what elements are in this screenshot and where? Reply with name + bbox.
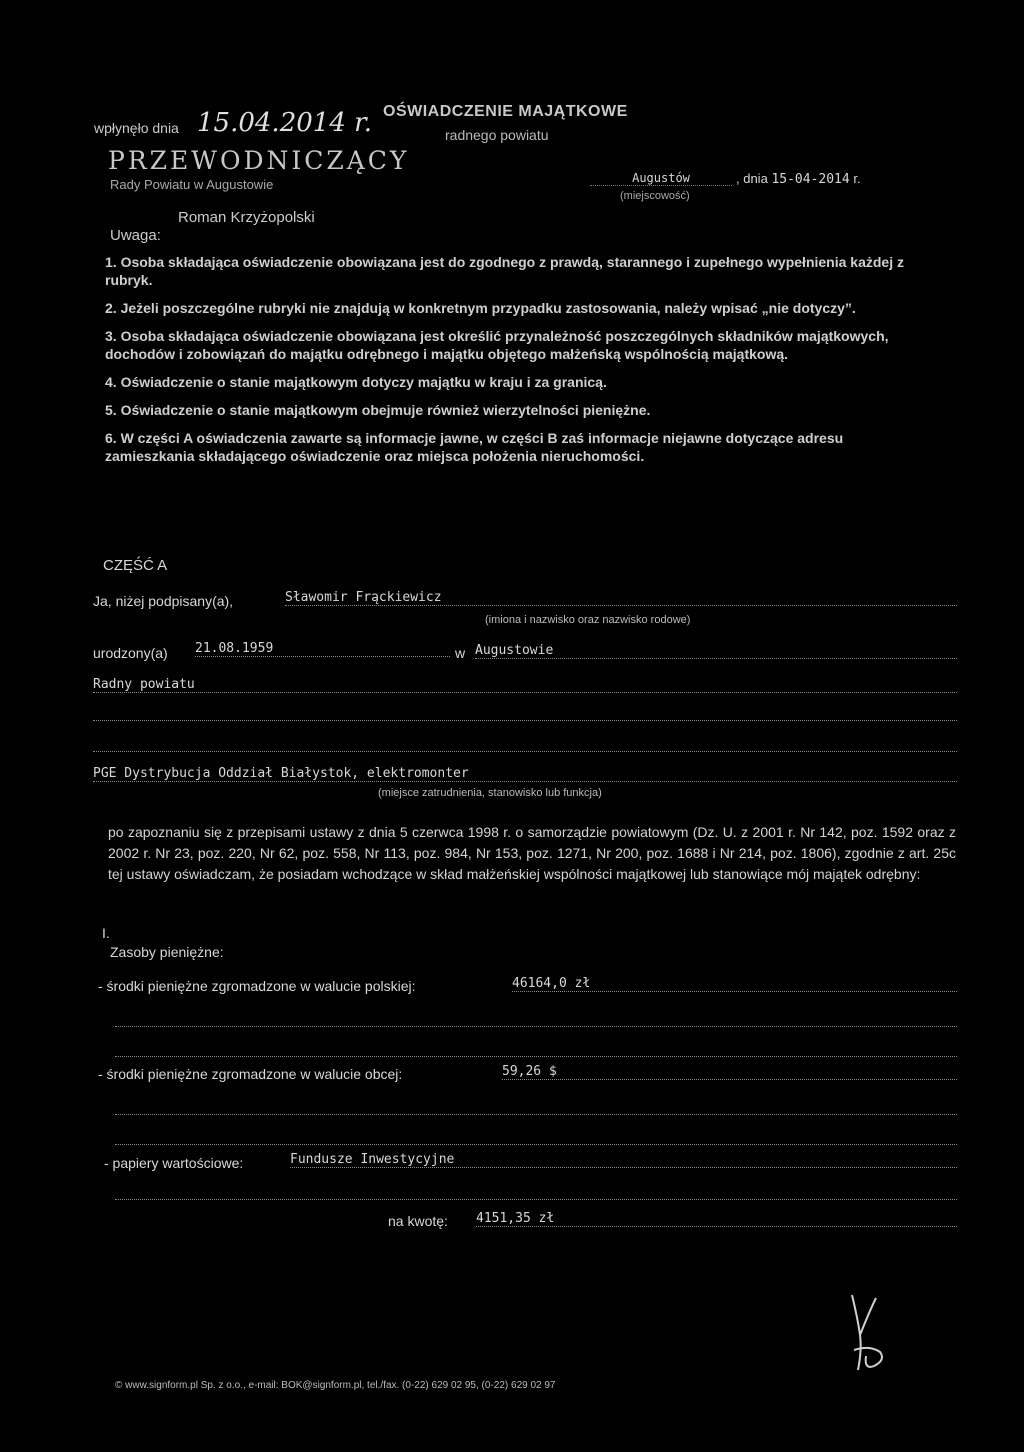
securities-label: - papiery wartościowe: — [104, 1155, 244, 1171]
employment-field: PGE Dystrybucja Oddział Białystok, elektromonter — [93, 766, 957, 782]
date-field — [736, 171, 861, 187]
received-label: wpłynęło dnia — [94, 120, 179, 136]
rule-item: 3. Osoba składająca oświadczenie obowiązana jest określić przynależność poszczególnych składników majątkowych, dochodów i zobowiązań do majątku odrębnego i majątku objętego małżeńską wspólnością majątkową. — [105, 328, 889, 362]
instructions-list — [105, 253, 935, 475]
rule-item: 5. Oświadczenie o stanie majątkowym obejmuje również wierzytelności pieniężne. — [105, 402, 651, 418]
stamp-title: PRZEWODNICZĄCY — [108, 146, 410, 175]
foreign-value: 59,26 $ — [502, 1064, 957, 1080]
stamp-name: Roman Krzyżopolski — [178, 209, 315, 226]
declaration-text: po zapoznaniu się z przepisami ustawy z dnia 5 czerwca 1998 r. o samorządzie powiatowym (Dz. U. z 2001 r. Nr 142, poz. 1592 oraz z 2002 r. Nr 23, poz. 220, Nr 62, poz. 558, Nr 113, poz. 984, Nr 153, poz. 1271, Nr 200, poz. 1688 i Nr 214, poz. 1806), zgodnie z art. 25c tej ustawy oświadczam, że posiadam wchodzące w skład małżeńskiej wspólności majątkowej lub stanowiące mój majątek odrębny: — [108, 824, 956, 882]
born-place-field: Augustowie — [475, 643, 957, 659]
born-label: urodzony(a) — [93, 645, 168, 661]
blank-line — [115, 1040, 957, 1057]
part-a-heading: CZĘŚĆ A — [103, 557, 168, 574]
blank-line — [115, 1183, 957, 1200]
amount-value: 4151,35 zł — [476, 1211, 957, 1227]
securities-value: Fundusze Inwestycyjne — [290, 1152, 957, 1168]
rule-item: 1. Osoba składająca oświadczenie obowiązana jest do zgodnego z prawdą, starannego i zupełnego wypełnienia każdej z rubryk. — [105, 254, 904, 288]
pln-value: 46164,0 zł — [512, 976, 957, 992]
section-heading: Zasoby pieniężne: — [110, 944, 224, 960]
document-title: OŚWIADCZENIE MAJĄTKOWE — [383, 103, 628, 120]
born-in-label: w — [455, 645, 466, 661]
rule-item: 2. Jeżeli poszczególne rubryki nie znajdują w konkretnym przypadku zastosowania, należy wpisać „nie dotyczy”. — [105, 300, 856, 316]
blank-line — [93, 735, 957, 752]
place-caption: (miejscowość) — [620, 190, 690, 202]
date-value: 15-04-2014 — [771, 172, 850, 187]
date-suffix: r. — [853, 171, 861, 186]
foreign-label: - środki pieniężne zgromadzone w walucie obcej: — [98, 1066, 403, 1082]
position-field: Radny powiatu — [93, 677, 957, 693]
blank-line — [115, 1010, 957, 1027]
stamp-council: Rady Powiatu w Augustowie — [110, 177, 274, 192]
employment-caption: (miejsce zatrudnienia, stanowisko lub funkcja) — [378, 787, 602, 799]
amount-label: na kwotę: — [388, 1213, 448, 1229]
name-caption: (imiona i nazwisko oraz nazwisko rodowe) — [485, 614, 691, 626]
pln-label: - środki pieniężne zgromadzone w walucie polskiej: — [98, 978, 416, 994]
signature-mark — [840, 1290, 910, 1380]
name-field: Sławomir Frąckiewicz — [285, 590, 957, 606]
footer-copyright: © www.signform.pl Sp. z o.o., e-mail: BOK@signform.pl, tel./fax. (0-22) 629 02 95, (0-22) 629 02 97 — [115, 1380, 556, 1391]
document-subtitle: radnego powiatu — [445, 127, 549, 143]
blank-line — [115, 1098, 957, 1115]
section-numeral: I. — [102, 925, 110, 941]
rule-item: 6. W części A oświadczenia zawarte są informacje jawne, w części B zaś informacje niejawne dotyczące adresu zamieszkania składającego oświadczenie oraz miejsca położenia nieruchomości. — [105, 430, 844, 464]
blank-line — [93, 704, 957, 721]
blank-line — [115, 1128, 957, 1145]
date-label: , dnia — [736, 171, 768, 186]
signed-label: Ja, niżej podpisany(a), — [93, 593, 234, 609]
notice-label: Uwaga: — [110, 227, 161, 244]
place-field: Augustów — [590, 171, 732, 186]
born-date-field: 21.08.1959 — [195, 641, 450, 657]
received-date: 15.04.2014 r. — [197, 108, 372, 138]
rule-item: 4. Oświadczenie o stanie majątkowym dotyczy majątku w kraju i za granicą. — [105, 374, 607, 390]
